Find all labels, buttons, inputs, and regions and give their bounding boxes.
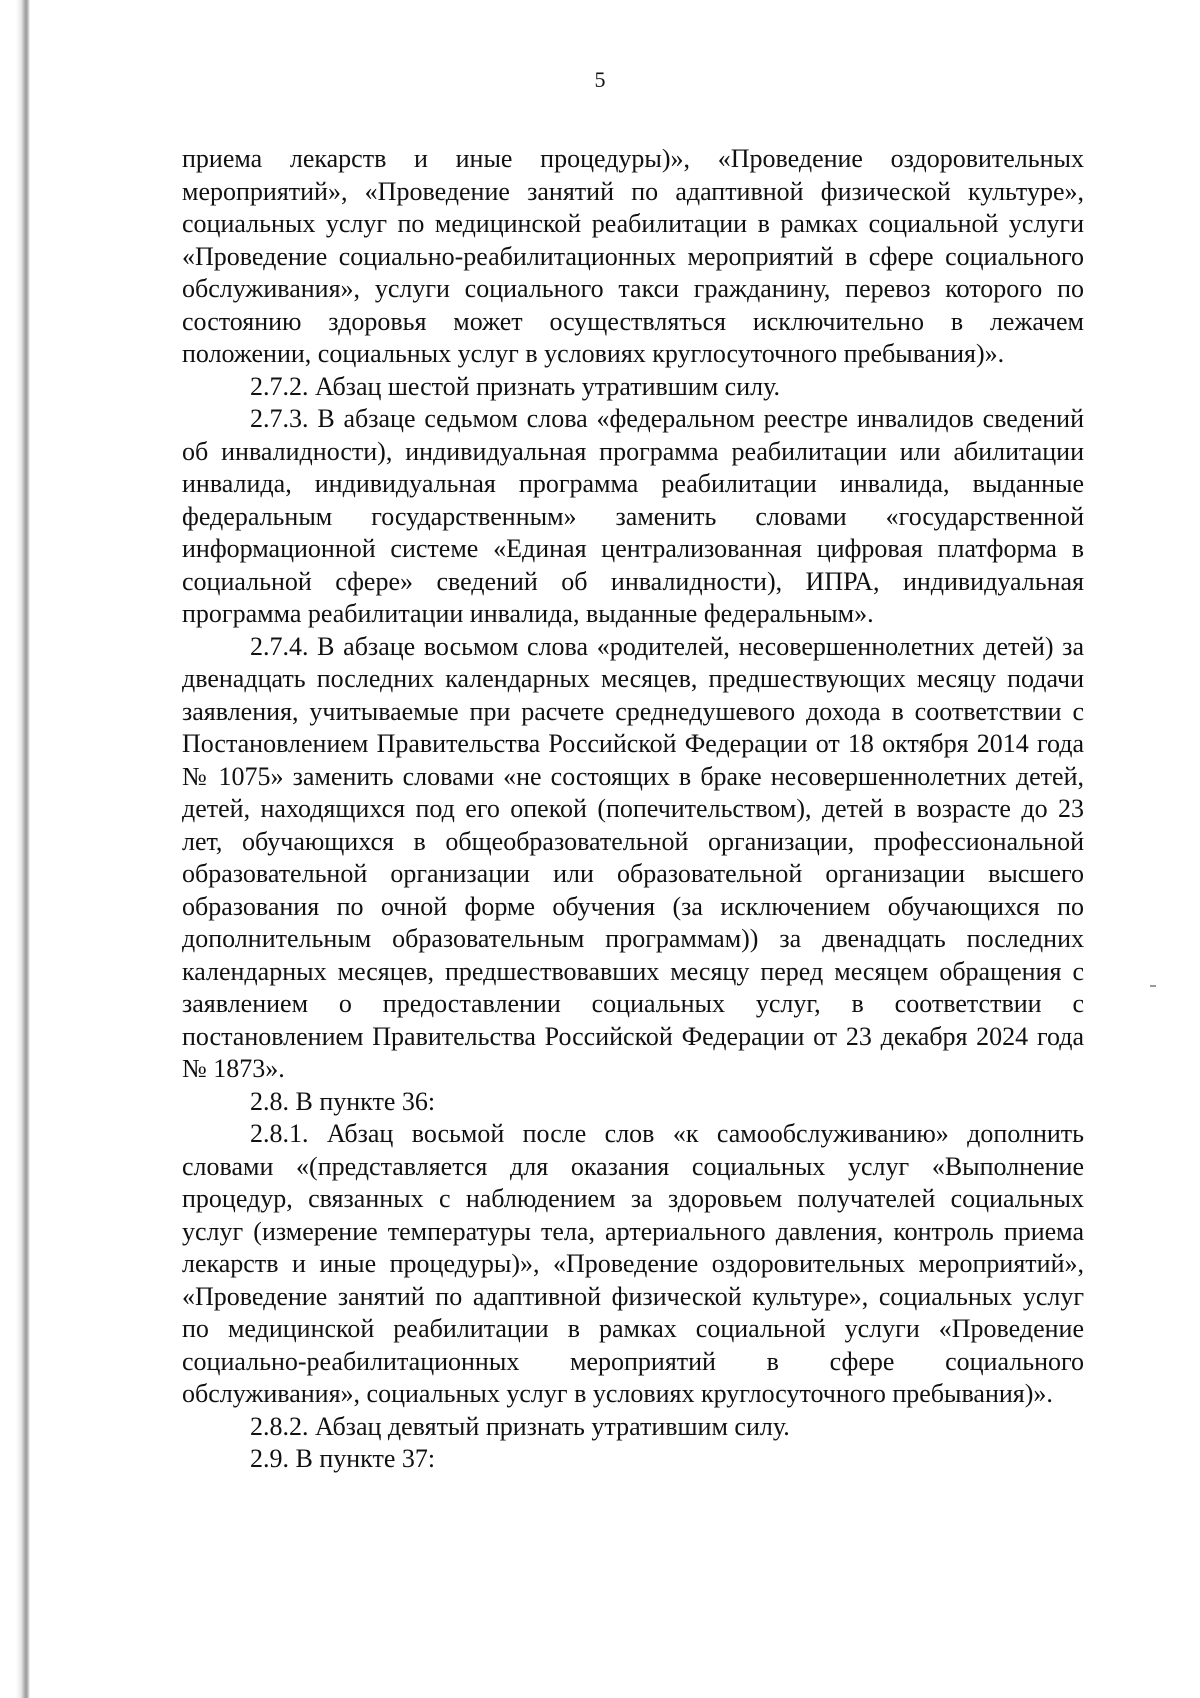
paragraph-2-7-3: 2.7.3. В абзаце седьмом слова «федеральном реестре инвалидов сведений об инвалидности), индивидуальная программа реабилитации или абилитации инвалида, индивидуальная программа реабилитации инвалида, выданные федеральным государственным» заменить словами «государственной информационной системе «Единая централизованная цифровая платформа в социальной сфере» сведений об инвалидности), ИПРА, индивидуальная программа реабилитации инвалида, выданные федеральным». xyxy=(182,404,1084,628)
paragraph-2-7-4: 2.7.4. В абзаце восьмом слова «родителей, несовершеннолетних детей) за двенадцать последних календарных месяцев, предшествующих месяцу подачи заявления, учитываемые при расчете среднедушевого дохода в соответствии с Постановлением Правительства Российской Федерации от 18 октября 2014 года № 1075» заменить словами «не состоящих в браке несовершеннолетних детей, детей, находящихся под его опекой (попечительством), детей в возрасте до 23 лет, обучающихся в общеобразовательной организации, профессиональной образовательной организации или образовательной организации высшего образования по очной форме обучения (за исключением обучающихся по дополнительным образовательным программам)) за двенадцать последних календарных месяцев, предшествовавших месяцу перед месяцем обращения с заявлением о предоставлении социальных услуг, в соответствии с постановлением Правительства Российской Федерации от 23 декабря 2024 года № 1873». xyxy=(182,631,1084,1083)
paragraph-continuation: приема лекарств и иные процедуры)», «Проведение оздоровительных мероприятий», «Проведение занятий по адаптивной физической культуре», социальных услуг по медицинской реабилитации в рамках социальной услуги «Проведение социально-реабилитационных мероприятий в сфере социального обслуживания», услуги социального такси гражданину, перевоз которого по состоянию здоровья может осуществляться исключительно в лежачем положении, социальных услуг в условиях круглосуточного пребывания)». xyxy=(182,144,1084,368)
page-number: 5 xyxy=(594,67,606,92)
paragraph-2-8: 2.8. В пункте 36: xyxy=(250,1086,436,1116)
document-body xyxy=(182,143,1084,1476)
paragraph-2-8-1: 2.8.1. Абзац восьмой после слов «к самообслуживанию» дополнить словами «(представляется для оказания социальных услуг «Выполнение процедур, связанных с наблюдением за здоровьем получателей социальных услуг (измерение температуры тела, артериального давления, контроль приема лекарств и иные процедуры)», «Проведение оздоровительных мероприятий», «Проведение занятий по адаптивной физической культуре», социальных услуг по медицинской реабилитации в рамках социальной услуги «Проведение социально-реабилитационных мероприятий в сфере социального обслуживания», социальных услуг в условиях круглосуточного пребывания)». xyxy=(182,1119,1084,1408)
scan-binding-edge xyxy=(0,0,30,1698)
scan-speck xyxy=(1150,985,1156,987)
paragraph-2-8-2: 2.8.2. Абзац девятый признать утратившим силу. xyxy=(250,1411,790,1441)
paragraph-2-7-2: 2.7.2. Абзац шестой признать утратившим силу. xyxy=(250,371,781,401)
paragraph-2-9: 2.9. В пункте 37: xyxy=(250,1444,436,1473)
